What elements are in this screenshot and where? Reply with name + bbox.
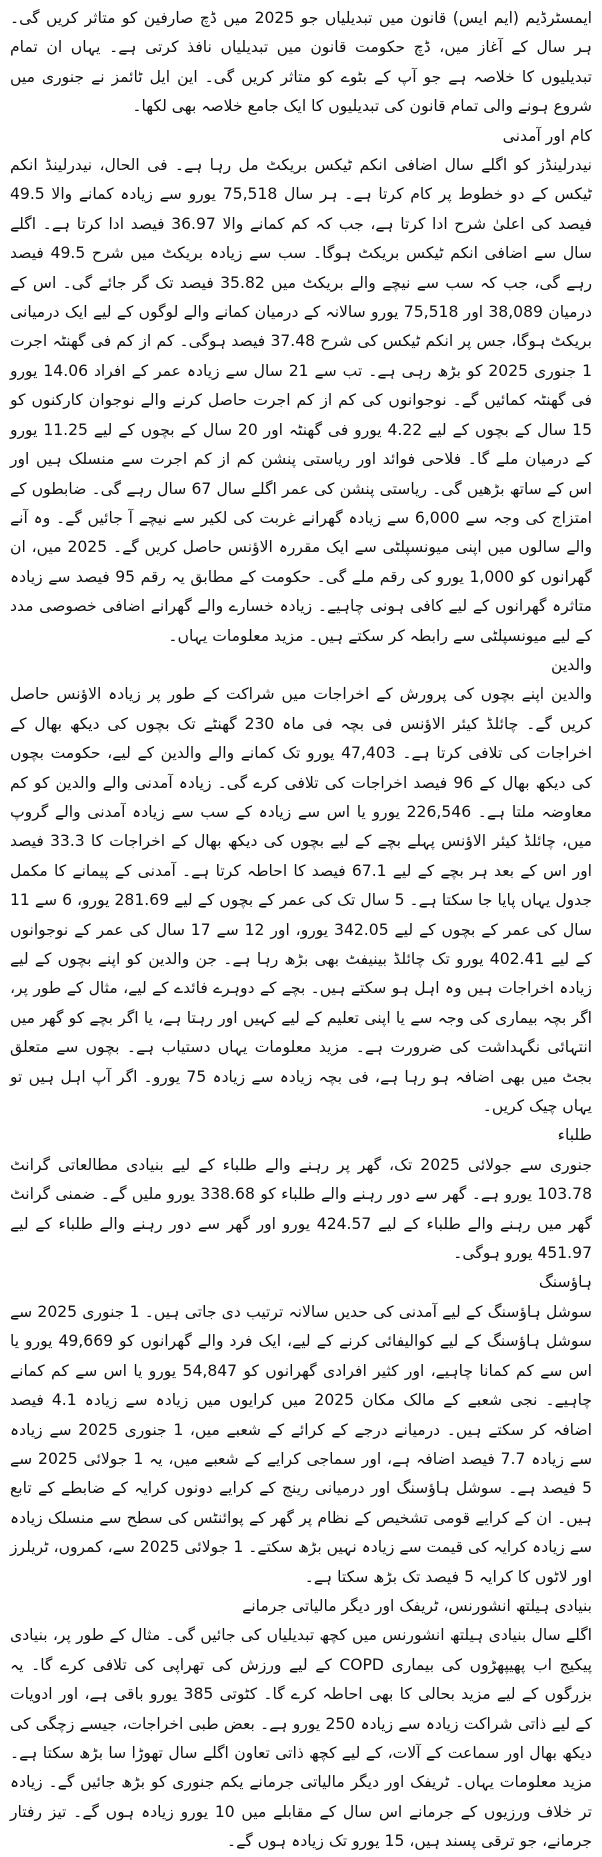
section-body-parents: والدین اپنے بچوں کی پرورش کے اخراجات میں شراکت کے طور پر زیادہ الاؤنس حاصل کریں گے۔ چائلڈ کیئر الاؤنس فی بچہ فی ماہ 230 گھنٹے تک بچوں کی دیکھ بھال کے اخراجات کی تلافی کرتا ہے۔ 47,403 یورو تک کمانے والے والدین کے لیے، حکومت بچوں کی دیکھ بھال کے 96 فیصد اخراجات کی تلافی کرے گی۔ زیادہ آمدنی والے والدین کو کم معاوضہ ملتا ہے۔ 226,546 یورو یا اس سے زیادہ کے سب سے زیادہ آمدنی والے گروپ میں، چائلڈ کیئر الاؤنس پہلے بچے کے لیے بچوں کی دیکھ بھال کے اخراجات کا 33.3 فیصد اور اس کے بعد ہر بچے کے لیے 67.1 فیصد کا احاطہ کرتا ہے۔ آمدنی کے پیمانے کا مکمل جدول یہاں پایا جا سکتا ہے۔ 5 سال تک کی عمر کے بچوں کے لیے 281.69 یورو، 6 سے 11 سال کی عمر کے بچوں کے لیے 342.05 یورو، اور 12 سے 17 سال کی عمر کے نوجوانوں کے لیے 402.41 یورو تک چائلڈ بینیفٹ بھی بڑھ رہا ہے۔ جن والدین کو اپنے بچوں کے لیے زیادہ اخراجات ہیں وہ اہل ہو سکتے ہیں۔ بچے کے دوہرے فائدے کے لیے، مثال کے طور پر، اگر بچہ بیماری کی وجہ سے یا اپنی تعلیم کے لیے کہیں اور رہتا ہے، یا اگر بچے کو گھر میں انتہائی نگہداشت کی ضرورت ہے۔ مزید معلومات یہاں دستیاب ہے۔ بچوں سے متعلق بجٹ میں بھی اضافہ ہو رہا ہے، فی بچہ زیادہ سے زیادہ 75 یورو۔ اگر آپ اہل ہیں تو یہاں چیک کریں۔	[10, 685, 593, 1116]
intro-paragraph: ایمسٹرڈیم (ایم ایس) قانون میں تبدیلیاں جو 2025 میں ڈچ صارفین کو متاثر کریں گی۔ ہر سال کے آغاز میں، ڈچ حکومت قانون میں تبدیلیاں نافذ کرتی ہے۔ یہاں ان تمام تبدیلیوں کا خلاصہ ہے جو آپ کے بٹوے کو متاثر کریں گی۔ این ایل ٹائمز نے جنوری میں شروع ہونے والی تمام قانون کی تبدیلیوں کا ایک جامع خلاصہ بھی لکھا۔	[10, 9, 593, 116]
section-heading-housing: ہاؤسنگ	[538, 1273, 592, 1292]
section-body-health-traffic: اگلے سال بنیادی ہیلتھ انشورنس میں کچھ تبدیلیاں کی جائیں گی۔ مثال کے طور پر، بنیادی پیکیج اب پھیپھڑوں کی بیماری COPD کے لیے ورزش کی تھراپی کی تلافی کرے گا۔ یہ بزرگوں کے لیے مزید بحالی کا بھی احاطہ کرے گا۔ کٹوتی 385 یورو باقی ہے، اور ادویات کے لیے ذاتی شراکت زیادہ سے زیادہ 250 یورو ہے۔ بعض طبی اخراجات، جیسے زچگی کی دیکھ بھال اور سماعت کے آلات، کے لیے کچھ ذاتی تعاون اگلے سال تھوڑا سا بڑھ سکتا ہے۔ مزید معلومات یہاں۔ ٹریفک اور دیگر مالیاتی جرمانے یکم جنوری کو بڑھ جائیں گے۔ زیادہ تر خلاف ورزیوں کے جرمانے اس سال کے مقابلے میں 10 یورو زیادہ ہوں گے۔ تیز رفتار جرمانے، جو ترقی پسند ہیں، 15 یورو تک زیادہ ہوں گے۔	[10, 1626, 592, 1851]
section-body-housing: سوشل ہاؤسنگ کے لیے آمدنی کی حدیں سالانہ ترتیب دی جاتی ہیں۔ 1 جنوری 2025 سے سوشل ہاؤسنگ کے لیے کوالیفائی کرنے کے لیے، ایک فرد والے گھرانوں کو 49,669 یورو یا اس سے کم کمانا چاہیے، اور کثیر افرادی گھرانوں کو 54,847 یورو یا اس سے کم کمانے چاہیے۔ نجی شعبے کے مالک مکان 2025 میں کرایوں میں زیادہ سے زیادہ 4.1 فیصد اضافہ کر سکتے ہیں۔ درمیانے درجے کے کرائے کے شعبے میں، 1 جنوری 2025 سے زیادہ سے زیادہ 7.7 فیصد اضافہ ہے، اور سماجی کرایے کے شعبے میں، یہ 1 جولائی 2025 سے 5 فیصد ہے۔ سوشل ہاؤسنگ اور درمیانی رینج کے کرایے دونوں کرایہ کے ضابطے کے تابع ہیں۔ ان کے کرایے قومی تشخیص کے نظام پر گھر کے پوائنٹس کی سطح سے منسلک زیادہ سے زیادہ کرایہ کی قیمت سے زیادہ نہیں بڑھ سکتے۔ 1 جولائی 2025 سے، کمروں، ٹریلرز اور لاٹوں کا کرایہ 5 فیصد تک بڑھ سکتا ہے۔	[10, 1302, 593, 1586]
section-heading-health-traffic: بنیادی ہیلتھ انشورنس، ٹریفک اور دیگر مالیاتی جرمانے	[242, 1596, 592, 1615]
section-body-work-income: نیدرلینڈز کو اگلے سال اضافی انکم ٹیکس بریکٹ مل رہا ہے۔ فی الحال، نیدرلینڈ انکم ٹیکس کے دو خطوط پر کام کرتا ہے۔ ہر سال 75,518 یورو سے زیادہ کمانے والا 49.5 فیصد کی اعلیٰ شرح ادا کرتا ہے، جب کہ کم کمانے والا 36.97 فیصد ادا کرتا ہے۔ اگلے سال سے اضافی انکم ٹیکس بریکٹ ہوگا۔ سب سے زیادہ بریکٹ میں شرح 49.5 فیصد رہے گی، جب کہ سب سے نیچے والے بریکٹ میں 35.82 فیصد تک گر جائے گی۔ اس کے درمیان 38,089 اور 75,518 یورو سالانہ کے درمیان کمانے والے لوگوں کے لیے ایک درمیانی بریکٹ ہوگا، جس پر انکم ٹیکس کی شرح 37.48 فیصد ہوگی۔ کم از کم فی گھنٹہ اجرت 1 جنوری 2025 کو بڑھ رہی ہے۔ تب سے 21 سال سے زیادہ عمر کے افراد 14.06 یورو فی گھنٹہ کمائیں گے۔ نوجوانوں کی کم از کم اجرت حاصل کرنے والے نوجوان کارکنوں کو 15 سال کے بچوں کے لیے 4.22 یورو فی گھنٹہ اور 20 سال کے بچوں کے لیے 11.25 یورو کے درمیان ملے گا۔ فلاحی فوائد اور ریاستی پنشن کم از کم اجرت سے منسلک ہیں اور اس کے ساتھ بڑھیں گی۔ ریاستی پنشن کی عمر اگلے سال 67 سال رہے گی۔ ضابطوں کے امتزاج کی وجہ سے 6,000 سے زیادہ گھرانے غربت کی لکیر سے نیچے آ جائیں گے۔ وہ آنے والے سالوں میں اپنی میونسپلٹی سے ایک مقررہ الاؤنس حاصل کریں گے۔ 2025 میں، ان گھرانوں کو 1,000 یورو کی رقم ملے گی۔ حکومت کے مطابق یہ رقم 95 فیصد سے زیادہ متاثرہ گھرانوں کے لیے کافی ہونی چاہیے۔ زیادہ خسارے والے گھرانے اضافی خصوصی مدد کے لیے میونسپلٹی سے رابطہ کر سکتے ہیں۔ مزید معلومات یہاں۔	[10, 156, 593, 645]
section-heading-work-income: کام اور آمدنی	[502, 126, 592, 145]
section-body-students: جنوری سے جولائی 2025 تک، گھر پر رہنے والے طلباء کے لیے بنیادی مطالعاتی گرانٹ 103.78 یورو ہے۔ گھر سے دور رہنے والے طلباء کو 338.68 یورو ملیں گے۔ ضمنی گرانٹ گھر میں رہنے والے طلباء کے لیے 424.57 یورو اور گھر سے دور رہنے والے طلباء کے لیے 451.97 یورو ہوگی۔	[10, 1155, 593, 1263]
section-heading-students: طلباء	[557, 1126, 592, 1145]
section-heading-parents: والدین	[550, 655, 592, 674]
